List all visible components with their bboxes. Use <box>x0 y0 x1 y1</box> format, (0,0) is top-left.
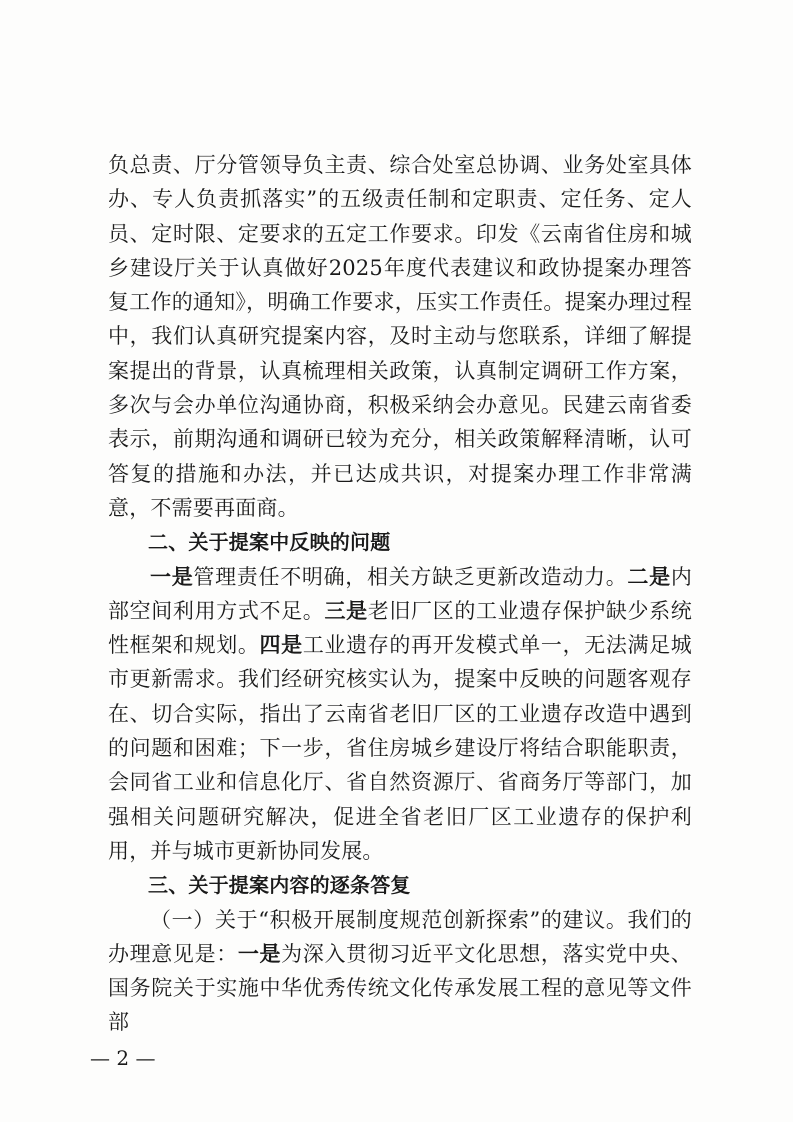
document-body <box>108 148 692 1040</box>
section-heading-issues: 二、关于提案中反映的问题 <box>148 530 391 555</box>
issue-fourth-text: 工业遗存的再开发模式单一，无法满足城市更新需求。我们经研究核实认为，提案中反映的问题客观存在、切合实际，指出了云南省老旧厂区的工业遗存改造中遇到的问题和困难；下一步，省住房城乡建设厅将结合职能职责，会同省工业和信息化厅、省自然资源厅、省商务厅等部门，加强相关问题研究解决，促进全省老旧厂区工业遗存的保护利用，并与城市更新协同发展。 <box>108 633 692 863</box>
lead-second: 二是 <box>627 564 671 589</box>
page-number: — 2 — <box>90 1046 156 1070</box>
lead-fourth: 四是 <box>259 633 303 658</box>
paragraph-reply-first <box>108 903 692 1040</box>
paragraph-issues <box>108 560 692 869</box>
issue-third-text: 老旧厂区的工业遗存保护缺少系统性框架和规划。 <box>108 598 693 658</box>
lead-reply-first: 一是 <box>237 941 282 966</box>
reply-first-intro: （一）关于“积极开展制度规范创新探索”的建议。我们的办理意见是： <box>108 907 692 966</box>
issue-first-text: 管理责任不明确，相关方缺乏更新改造动力。 <box>193 564 628 589</box>
reply-first-text: 为深入贯彻习近平文化思想，落实党中央、国务院关于实施中华优秀传统文化传承发展工程的意见等文件部 <box>108 941 692 1035</box>
paragraph-responsibility: 负总责、厅分管领导负主责、综合处室总协调、业务处室具体办、专人负责抓落实”的五级责任制和定职责、定任务、定人员、定时限、定要求的五定工作要求。印发《云南省住房和城乡建设厅关于认真做好2025年度代表建议和政协提案办理答复工作的通知》，明确工作要求，压实工作责任。提案办理过程中，我们认真研究提案内容，及时主动与您联系，详细了解提案提出的背景，认真梳理相关政策，认真制定调研工作方案，多次与会办单位沟通协商，积极采纳会办意见。民建云南省委表示，前期沟通和调研已较为充分，相关政策解释清晰，认可答复的措施和办法，并已达成共识，对提案办理工作非常满意，不需要再面商。 <box>108 153 692 520</box>
issue-second-text: 内部空间利用方式不足。 <box>108 564 693 623</box>
lead-third: 三是 <box>324 598 368 623</box>
lead-first: 一是 <box>150 564 194 589</box>
section-heading-replies: 三、关于提案内容的逐条答复 <box>148 873 411 898</box>
